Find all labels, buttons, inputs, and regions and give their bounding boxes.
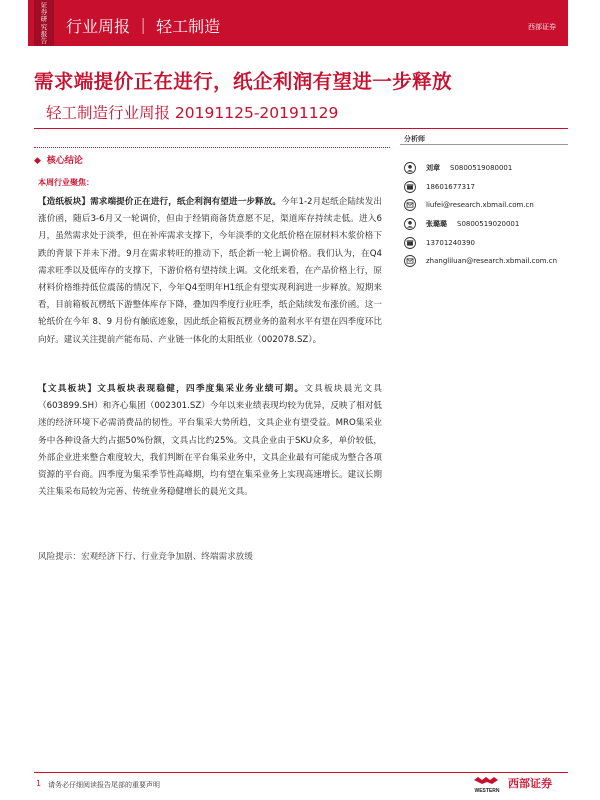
- phone-icon: [404, 181, 416, 193]
- paragraph-lead: 需求端提价正在进行，纸企利润有望进一步释放。: [90, 197, 282, 207]
- analyst-label: 分析师: [404, 135, 425, 143]
- header-title: 行业周报 ｜ 轻工制造: [66, 17, 221, 36]
- risk-warning: 风险提示：宏观经济下行、行业竞争加剧、终端需求放缓: [38, 552, 253, 562]
- report-subtitle: 轻工制造行业周报 20191125-20191129: [46, 104, 339, 122]
- paper-sector-paragraph: [38, 194, 382, 349]
- paragraph-text: 文具板块晨光文具（603899.SH）和齐心集团（002301.SZ）今年以来业绩表现均较为优异，反映了相对低迷的经济环境下必需消费品的韧性。平台集采大势所趋，文具企业有望受益。MRO集采业务中各种设备大约占据50%份额，文具占比约25%。文具企业由于SKU众多，单价较低，外部企业进来整合难度较大，我们判断在平台集采业务中，文具企业最有可能成为整合各项资源的平台商。四季度为集采季节性高峰期，均有望在集采业务上实现高速增长。建议长期关注集采布局较为完善、传统业务稳健增长的晨光文具。: [38, 384, 382, 498]
- phone-icon: [404, 237, 416, 249]
- email-icon: [404, 255, 416, 267]
- analyst-divider: [400, 144, 568, 145]
- footer-divider: [34, 772, 568, 773]
- analyst-license: S0800519080001: [450, 164, 513, 172]
- analyst-row: [404, 216, 519, 232]
- focus-label: 本周行业聚焦：: [38, 178, 94, 187]
- tab-char: 告: [40, 37, 48, 46]
- analyst-name: 刘章: [426, 164, 440, 172]
- analyst-row: [404, 179, 475, 195]
- report-type-tab: [34, 0, 54, 46]
- header-brand: 西部证券: [528, 23, 556, 31]
- analyst-row: [404, 235, 475, 251]
- western-logo-icon: [468, 776, 506, 794]
- paragraph-text: 今年1-2月起纸企陆续发出涨价函，随后3-6月又一轮调价，但由于经销商备货意愿不足，渠道库存持续走低。进入6月，虽然需求处于淡季，但在补库需求支撑下，今年淡季的文化纸价格在原材料木浆价格下跌的背景下并未下滑。9月在需求转旺的推动下，纸企新一轮上调价格。我们认为，在Q4需求旺季以及低库存的支撑下，下游价格有望持续上调。文化纸来看，在产品价格上行，原材料价格维持低位震荡的情况下，今年Q4至明年H1纸企有望实现利润进一步释放。短期来看，目前箱板瓦楞纸下游整体库存下降，叠加四季度行业旺季，纸企陆续发布涨价函。这一轮纸价在今年 8、9 月份有触底迹象，因此纸企箱板瓦楞业务的盈利水平有望在四季度环比向好。建议关注提前产能布局、产业链一体化的太阳纸业（002078.SZ）。: [38, 197, 382, 345]
- analyst-email[interactable]: zhangliluan@research.xbmail.com.cn: [426, 257, 558, 265]
- analyst-row: [404, 197, 534, 213]
- person-icon: [404, 162, 416, 174]
- person-icon: [404, 218, 416, 230]
- analyst-license: S0800519020001: [457, 220, 520, 228]
- page-number: 1: [36, 779, 42, 788]
- tab-char: 报: [40, 29, 48, 38]
- svg-text:WESTERN: WESTERN: [474, 788, 500, 794]
- section-title: 核心结论: [46, 156, 83, 166]
- analyst-name: 张璐璐: [426, 220, 447, 228]
- section-divider: [34, 147, 390, 148]
- analyst-email[interactable]: liufei@research.xbmail.com.cn: [426, 201, 534, 209]
- stationery-sector-paragraph: [38, 381, 382, 501]
- analyst-phone: 18601677317: [426, 183, 475, 191]
- bullet-icon: ◆: [34, 156, 41, 166]
- report-title: 需求端提价正在进行，纸企利润有望进一步释放: [34, 70, 452, 93]
- tab-char: 究: [40, 22, 48, 31]
- email-icon: [404, 199, 416, 211]
- tab-char: 证: [40, 1, 48, 9]
- tab-char: 券: [40, 8, 48, 17]
- paragraph-tag: 【造纸板块】: [38, 197, 91, 207]
- report-date: 2019 年 12 月 01 日: [468, 38, 556, 48]
- paragraph-tag: 【文具板块】: [38, 384, 98, 394]
- footer-disclaimer[interactable]: 请务必仔细阅读报告尾部的重要声明: [48, 781, 160, 789]
- analyst-phone: 13701240390: [426, 239, 475, 247]
- section-heading: [34, 153, 83, 166]
- tab-char: 研: [40, 15, 48, 24]
- analyst-row: [404, 253, 557, 269]
- title-divider: [34, 128, 568, 129]
- paragraph-lead: 文具板块表现稳健，四季度集采业务业绩可期。: [97, 384, 305, 394]
- brand-logo-text: 西部证券: [508, 777, 552, 790]
- analyst-row: [404, 160, 512, 176]
